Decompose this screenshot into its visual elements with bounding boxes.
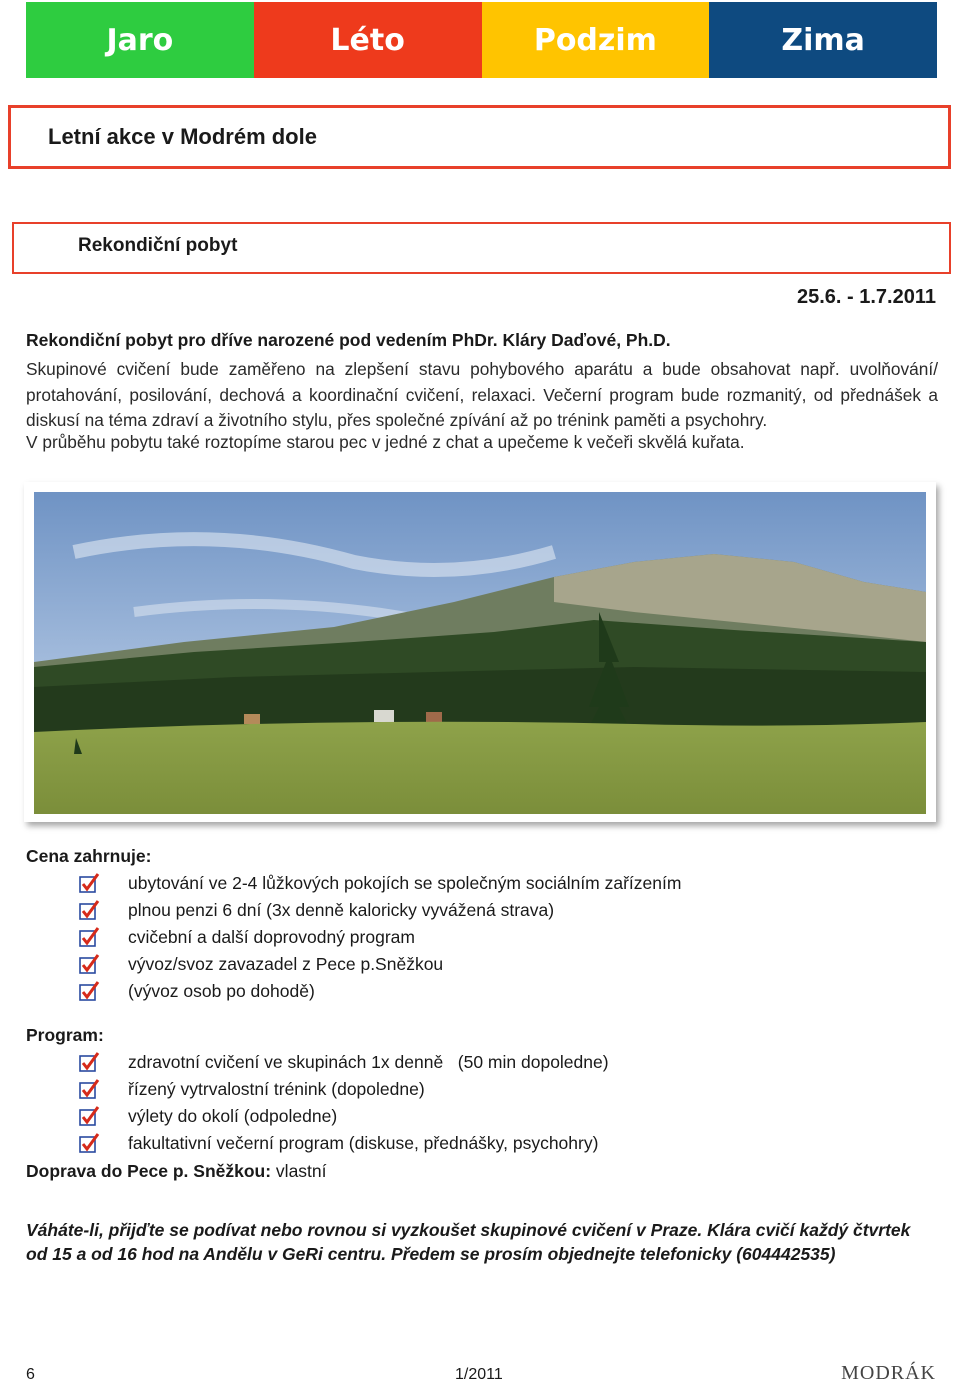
price-item-text: ubytování ve 2-4 lůžkových pokojích se společným sociálním zařízením — [128, 872, 682, 893]
mountain-meadow-image — [34, 492, 926, 814]
event-description-2: V průběhu pobytu také roztopíme starou pec v jedné z chat a upečeme k večeři skvělá kuřata. — [26, 432, 745, 452]
checkbox-check-icon — [78, 926, 100, 948]
tab-leto[interactable] — [254, 2, 482, 78]
event-date: 25.6. - 1.7.2011 — [796, 286, 936, 308]
tab-podzim[interactable] — [482, 2, 710, 78]
landscape-photo — [24, 482, 936, 822]
event-title: Rekondiční pobyt — [78, 235, 238, 256]
price-item — [78, 952, 443, 976]
brand-logo: MODRÁK — [841, 1362, 936, 1384]
tab-jaro[interactable] — [26, 2, 254, 78]
program-item-text: zdravotní cvičení ve skupinách 1x denně (50 min dopoledne) — [128, 1051, 609, 1072]
checkbox-check-icon — [78, 980, 100, 1002]
event-lead: Rekondiční pobyt pro dříve narozené pod vedením PhDr. Kláry Daďové, Ph.D. — [26, 330, 671, 350]
tab-podzim-label: Podzim — [533, 22, 657, 58]
checkbox-check-icon — [78, 1078, 100, 1100]
price-item-text: cvičební a další doprovodný program — [128, 926, 415, 947]
tab-jaro-label: Jaro — [106, 22, 174, 58]
program-item-text: řízený vytrvalostní trénink (dopoledne) — [128, 1078, 425, 1099]
program-title: Program: — [26, 1025, 104, 1045]
transport-label: Doprava do Pece p. Sněžkou: — [26, 1161, 272, 1181]
program-item-text: fakultativní večerní program (diskuse, přednášky, psychohry) — [128, 1132, 599, 1153]
checkbox-check-icon — [78, 899, 100, 921]
checkbox-check-icon — [78, 1105, 100, 1127]
event-title-box — [12, 222, 951, 274]
program-item — [78, 1131, 598, 1155]
program-item — [78, 1077, 425, 1101]
tab-leto-label: Léto — [330, 22, 405, 58]
price-item — [78, 979, 315, 1003]
program-item — [78, 1104, 337, 1128]
price-title: Cena zahrnuje: — [26, 846, 152, 866]
season-tabs — [26, 2, 937, 78]
price-item-text: (vývoz osob po dohodě) — [128, 980, 315, 1001]
closing-note: Váháte-li, přijďte se podívat nebo rovnou si vyzkoušet skupinové cvičení v Praze. Klára cvičí každý čtvrtek od 15 a od 16 hod na Andělu v GeRi centru. Předem se prosím objednejte telefonicky (604442535) — [26, 1220, 911, 1264]
page-number: 6 — [26, 1366, 35, 1383]
price-item-text: vývoz/svoz zavazadel z Pece p.Sněžkou — [128, 953, 444, 974]
price-item — [78, 898, 554, 922]
checkbox-check-icon — [78, 872, 100, 894]
price-item — [78, 925, 415, 949]
issue-number: 1/2011 — [455, 1366, 503, 1383]
event-description: Skupinové cvičení bude zaměřeno na zlepšení stavu pohybového aparátu a bude obsahovat např. uvolňování/ protahování, posilování, dechová a koordinační cvičení, relaxaci. Večerní program bude rozmanitý, od přednášek a diskusí na téma zdraví a životního stylu, přes společné zpívání až po trénink paměti a psychohry. — [26, 359, 938, 430]
program-item — [78, 1050, 609, 1074]
price-item-text: plnou penzi 6 dní (3x denně kaloricky vyvážená strava) — [128, 899, 555, 920]
transport-value: vlastní — [271, 1161, 327, 1181]
checkbox-check-icon — [78, 1051, 100, 1073]
page-title: Letní akce v Modrém dole — [48, 124, 317, 149]
section-header-box — [8, 105, 951, 169]
checkbox-check-icon — [78, 1132, 100, 1154]
transport-line — [26, 1161, 327, 1182]
tab-zima-label: Zima — [781, 22, 865, 58]
price-item — [78, 871, 681, 895]
program-item-text: výlety do okolí (odpoledne) — [128, 1105, 338, 1126]
tab-zima[interactable] — [709, 2, 937, 78]
checkbox-check-icon — [78, 953, 100, 975]
